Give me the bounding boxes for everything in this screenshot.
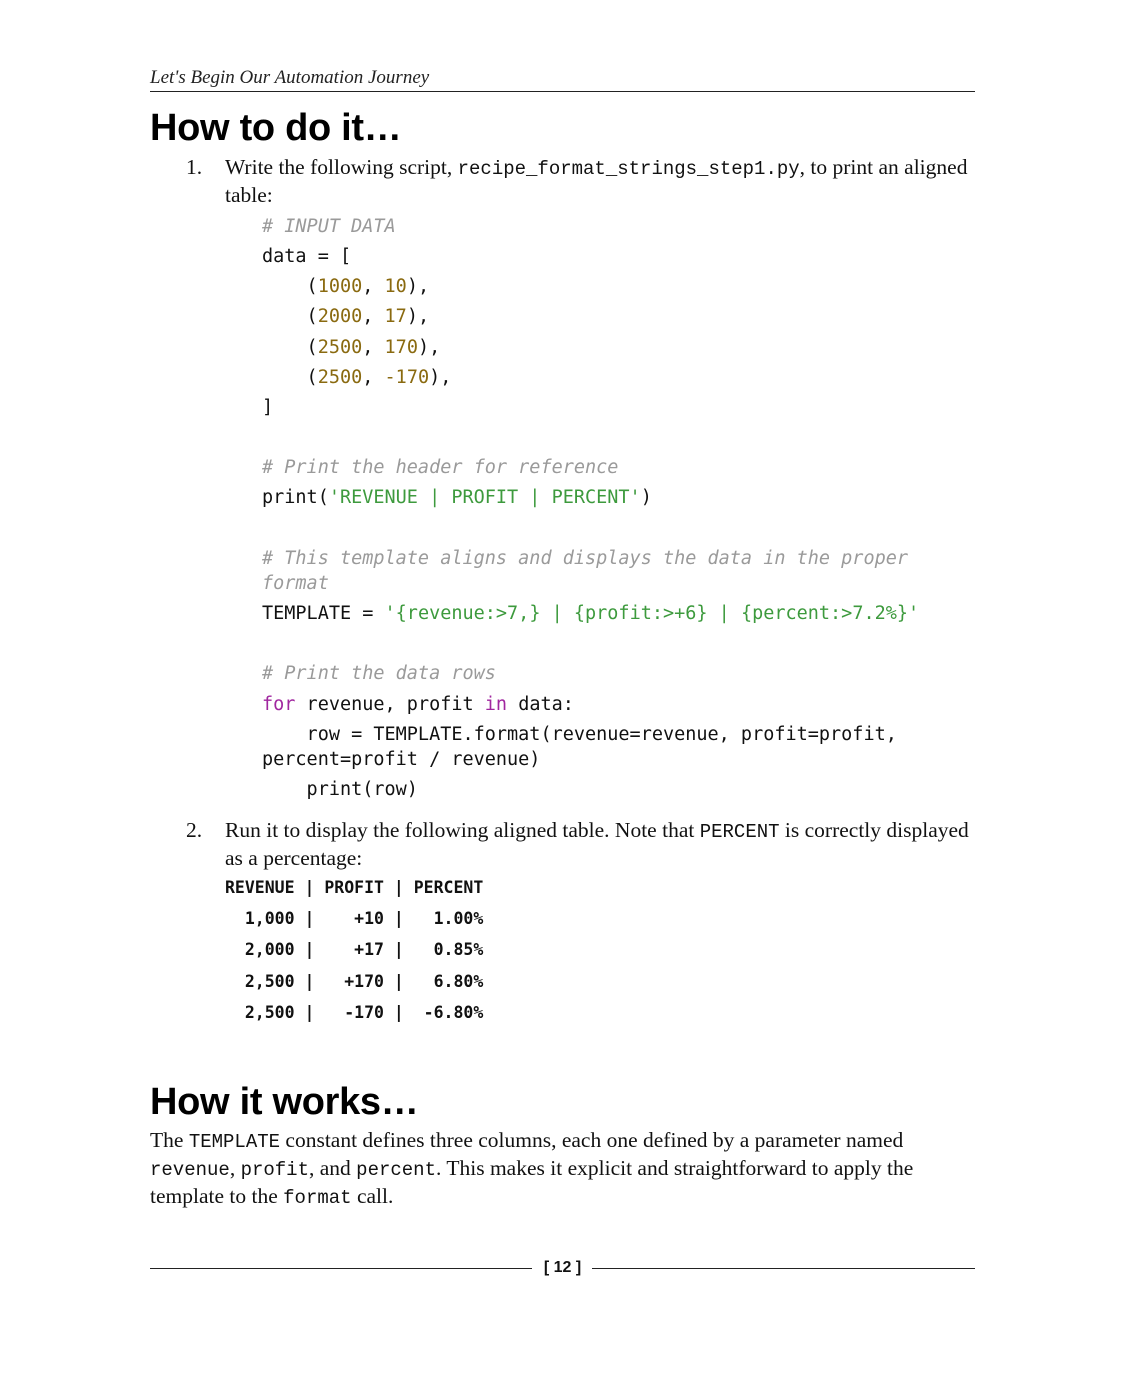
- para-text: constant defines three columns, each one defined by a parameter named: [280, 1128, 904, 1152]
- code-line-row: (2000, 17),: [262, 306, 430, 327]
- code-line-for: [262, 694, 574, 715]
- para-text: call.: [351, 1184, 394, 1208]
- code-line-row-format-wrap: percent=profit / revenue): [262, 749, 541, 770]
- code-number: -170: [384, 367, 430, 388]
- code-comment-template: # This template aligns and displays the data in the proper: [262, 548, 909, 569]
- running-head: Let's Begin Our Automation Journey: [150, 66, 975, 92]
- inline-code-revenue: revenue: [150, 1159, 230, 1181]
- para-text: , and: [309, 1156, 357, 1180]
- page-number: [ 12 ]: [543, 1259, 582, 1276]
- code-number: 17: [384, 306, 407, 327]
- code-paren: ): [640, 487, 652, 508]
- code-string: 'REVENUE | PROFIT | PERCENT': [328, 487, 641, 508]
- code-line-row-format: row = TEMPLATE.format(revenue=revenue, profit=profit,: [262, 724, 897, 745]
- step-2-number: 2.: [186, 818, 203, 842]
- step-1-text-post: , to print an aligned table:: [225, 155, 968, 207]
- code-comment-header: # Print the header for reference: [262, 457, 619, 478]
- code-text: revenue, profit: [295, 694, 485, 715]
- code-comment-input: # INPUT DATA: [262, 216, 396, 237]
- code-comment-template-wrap: format: [262, 573, 329, 594]
- code-line-row: (1000, 10),: [262, 276, 430, 297]
- code-string: '{revenue:>7,} | {profit:>+6} | {percent:>7.2%}': [384, 603, 920, 624]
- inline-code-profit: profit: [240, 1159, 309, 1181]
- code-number: 170: [384, 337, 418, 358]
- para-text: The: [150, 1128, 189, 1152]
- code-number: 10: [384, 276, 407, 297]
- footer-rule-right: [592, 1268, 975, 1269]
- inline-code-format: format: [283, 1187, 352, 1209]
- code-line-row: (2500, 170),: [262, 337, 441, 358]
- code-line-print-header: [262, 487, 652, 508]
- script-filename: recipe_format_strings_step1.py: [457, 158, 800, 180]
- para-text: . This makes it explicit and straightforward to apply the template to the: [150, 1156, 914, 1208]
- code-comment-rows: # Print the data rows: [262, 663, 496, 684]
- code-line-close: ]: [262, 397, 274, 418]
- step-2-text-post: is correctly displayed as a percentage:: [225, 818, 969, 870]
- code-number: 2500: [317, 337, 363, 358]
- code-line-row: (2500, -170),: [262, 367, 452, 388]
- code-line-data: data = [: [262, 246, 352, 267]
- code-number: 2500: [317, 367, 363, 388]
- page-footer: [150, 1256, 975, 1280]
- code-line-print-row: print(row): [262, 779, 418, 800]
- code-print-call: print(: [262, 487, 329, 508]
- section-heading-how-to-do-it: How to do it…: [150, 107, 402, 149]
- code-template-lhs: TEMPLATE =: [262, 603, 385, 624]
- output-line: 1,000 | +10 | 1.00%: [225, 909, 484, 928]
- code-keyword: in: [484, 694, 508, 715]
- code-number: 2000: [317, 306, 363, 327]
- section-heading-how-it-works: How it works…: [150, 1081, 419, 1123]
- inline-code-percent: percent: [356, 1159, 436, 1181]
- step-2-text: [225, 817, 975, 871]
- code-number: 1000: [317, 276, 363, 297]
- output-header-line: REVENUE | PROFIT | PERCENT: [225, 878, 484, 897]
- step-1-text-pre: Write the following script,: [225, 155, 458, 179]
- how-it-works-paragraph: [150, 1127, 980, 1211]
- output-line: 2,500 | +170 | 6.80%: [225, 972, 484, 991]
- code-line-template: [262, 603, 919, 624]
- inline-code-percent: PERCENT: [699, 821, 780, 843]
- code-text: data:: [507, 694, 574, 715]
- inline-code-template: TEMPLATE: [188, 1131, 281, 1153]
- step-1-number: 1.: [186, 155, 203, 179]
- output-line: 2,000 | +17 | 0.85%: [225, 940, 484, 959]
- para-text: ,: [229, 1156, 241, 1180]
- step-2: [186, 817, 976, 871]
- step-2-text-pre: Run it to display the following aligned table. Note that: [225, 818, 700, 842]
- code-keyword: for: [262, 694, 296, 715]
- output-line: 2,500 | -170 | -6.80%: [225, 1003, 484, 1022]
